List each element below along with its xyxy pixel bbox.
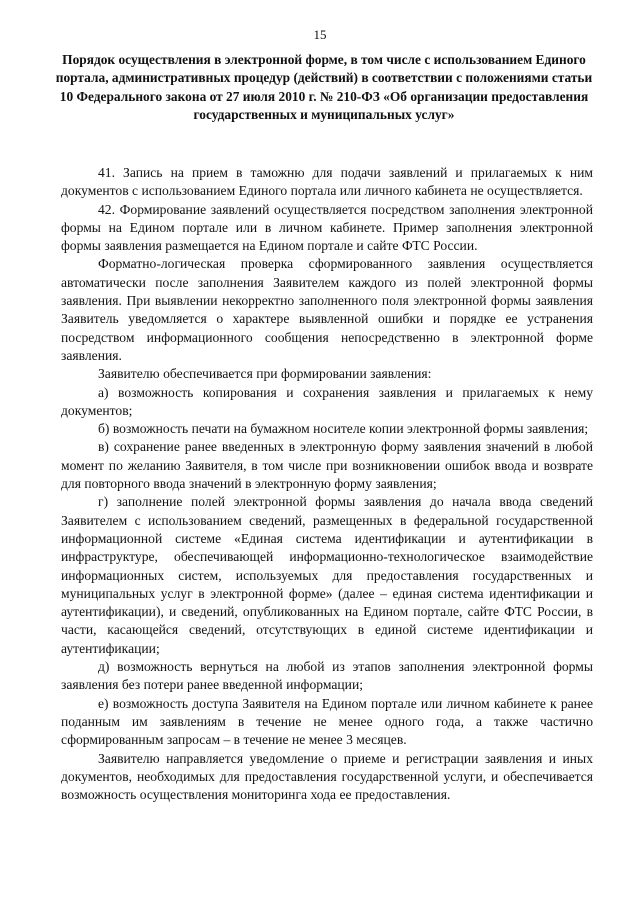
list-item-g: г) заполнение полей электронной формы заявления до начала ввода сведений Заявителем с использованием сведений, размещенных в федеральной государственной информационной системе «Единая система идентификации и аутентификации в инфраструктуре, обеспечивающей информационно-технологическое взаимодействие информационных систем, используемых для предоставления государственных и муниципальных услуг в электронной форме» (далее – единая система идентификации и аутентификации), и сведений, опубликованных на Едином портале, сайте ФТС России, в части, касающейся сведений, отсутствующих в единой системе идентификации и аутентификации;	[61, 494, 593, 656]
list-item-a: а) возможность копирования и сохранения заявления и прилагаемых к нему документов;	[61, 384, 593, 418]
paragraph-42: 42. Формирование заявлений осуществляется посредством заполнения электронной формы на Едином портале или в личном кабинете. Пример заполнения электронной формы заявления размещается на Едином портале и сайте ФТС России.	[61, 201, 593, 254]
paragraph-format-check: Форматно-логическая проверка сформированного заявления осуществляется автоматически после заполнения Заявителем каждого из полей электронной формы заявления. При выявлении некорректно заполненного поля электронной формы заявления Заявитель уведомляется о характере выявленной ошибки и порядке ее устранения посредством информационного сообщения непосредственно в электронной форме заявления.	[61, 256, 593, 363]
list-item-v: в) сохранение ранее введенных в электронную форму заявления значений в любой момент по желанию Заявителя, в том числе при возникновении ошибок ввода и возврате для повторного ввода значений в электронную форму заявления;	[61, 439, 593, 492]
list-item-b: б) возможность печати на бумажном носителе копии электронной формы заявления;	[98, 421, 589, 437]
paragraph-notification: Заявителю направляется уведомление о приеме и регистрации заявления и иных документов, необходимых для предоставления государственной услуги, и обеспечивается возможность осуществления мониторинга хода ее предоставления.	[61, 750, 593, 803]
list-item-d: д) возможность вернуться на любой из этапов заполнения электронной формы заявления без потери ранее введенной информации;	[61, 659, 593, 693]
body-text	[61, 164, 593, 804]
paragraph-41: 41. Запись на прием в таможню для подачи заявлений и прилагаемых к ним документов с использованием Единого портала или личного кабинета не осуществляется.	[61, 165, 593, 199]
page-number: 15	[313, 27, 327, 42]
paragraph-applicant-provided: Заявителю обеспечивается при формировании заявления:	[98, 366, 432, 382]
section-heading: Порядок осуществления в электронной форме, в том числе с использованием Единого портала, административных процедур (действий) в соответствии с положениями статьи 10 Федерального закона от 27 июля 2010 г. № 210-ФЗ «Об организации предоставления государственных и муниципальных услуг»	[55, 52, 593, 122]
list-item-e: е) возможность доступа Заявителя на Едином портале или личном кабинете к ранее поданным им заявлениям в течение не менее одного года, а также частично сформированным запросам – в течение не менее 3 месяцев.	[61, 695, 593, 748]
